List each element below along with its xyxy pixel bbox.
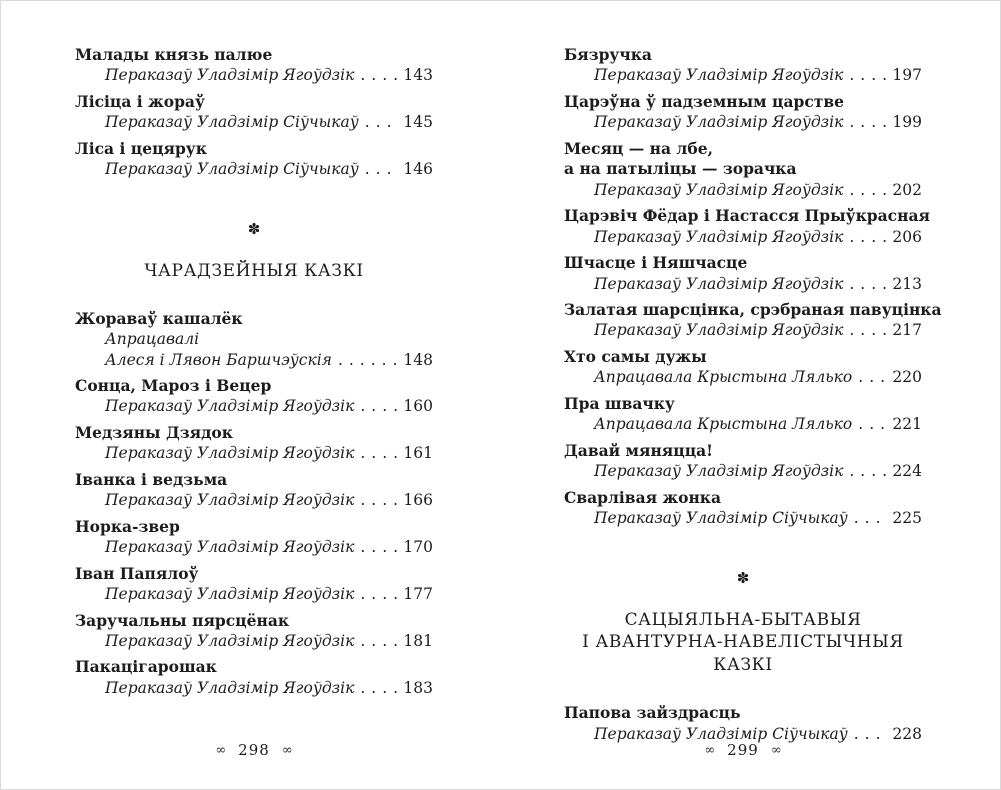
entry-page-number: 224: [892, 462, 922, 481]
page-column-left: [75, 45, 433, 750]
entry-page-number: 145: [403, 113, 433, 132]
entry-title: Шчасце і Няшчасце: [564, 253, 748, 273]
toc-entry: [564, 394, 922, 435]
entry-title: Давай мяняцца!: [564, 440, 713, 460]
dot-leader: [849, 227, 886, 247]
entry-page-number: 177: [403, 585, 433, 604]
entry-attribution-row: [564, 112, 922, 132]
floral-ornament-icon: ✽: [247, 219, 261, 238]
toc-entry: [75, 470, 433, 511]
entry-attribution: Пераказаў Уладзімір Ягоўдзік: [594, 227, 844, 246]
entry-attribution-row: [564, 414, 922, 434]
entry-page-number: 181: [403, 632, 433, 650]
dot-leader: [360, 631, 397, 651]
entry-page-number: 166: [403, 491, 433, 510]
entry-attribution: Пераказаў Уладзімір Ягоўдзік: [105, 585, 355, 604]
dot-leader: [338, 350, 397, 370]
entry-title: Хто самы дужы: [564, 346, 707, 366]
toc-entry: [564, 703, 922, 744]
dot-leader: [360, 396, 397, 416]
toc-entry: [564, 139, 922, 200]
toc-entry: [564, 299, 942, 341]
toc-entry: [564, 206, 930, 247]
left-page-footer: [75, 741, 433, 759]
entry-title: Норка-звер: [75, 516, 180, 536]
dot-leader: [360, 490, 397, 510]
entry-attribution: Пераказаў Уладзімір Ягоўдзік: [105, 491, 355, 510]
toc-entry: [75, 139, 433, 180]
entry-page-number: 183: [403, 678, 433, 697]
entry-page-number: 213: [892, 274, 922, 293]
entry-page-number: 160: [403, 397, 433, 416]
entry-attribution-row: [564, 180, 922, 200]
dot-leader: [360, 537, 397, 557]
entry-attribution-row: [75, 112, 433, 132]
entry-title: Месяц — на лбе,: [564, 138, 713, 158]
toc-entry: [75, 423, 433, 464]
toc-entry: [75, 309, 433, 370]
entry-attribution-row: [75, 537, 433, 557]
entry-attribution-row: [75, 584, 433, 604]
page-number: 298: [238, 741, 270, 759]
section-heading: [564, 609, 922, 678]
entry-page-number: 148: [403, 350, 433, 369]
flourish-icon: ∞: [770, 742, 782, 758]
entry-title: Ліса і цецярук: [75, 138, 207, 158]
entry-attribution: Пераказаў Уладзімір Ягоўдзік: [105, 66, 355, 85]
entry-title: Бязручка: [564, 45, 652, 64]
entry-attribution: Пераказаў Уладзімір Ягоўдзік: [105, 397, 355, 416]
entry-attribution-row: [75, 678, 433, 698]
toc-entry: [75, 376, 433, 417]
dot-leader: [849, 65, 886, 85]
entry-attribution: Пераказаў Уладзімір Ягоўдзік: [594, 462, 844, 481]
entry-page-number: 161: [403, 444, 433, 463]
toc-entry: [564, 253, 922, 294]
entry-attribution-row: [75, 443, 433, 463]
entry-attribution: Пераказаў Уладзімір Сіўчыкаў: [105, 160, 359, 179]
entry-title: Пакацігарошак: [75, 657, 217, 677]
entry-title: Пра швачку: [564, 393, 675, 413]
entry-attribution-row: [564, 274, 922, 294]
dot-leader: [849, 180, 886, 200]
dot-leader: [360, 443, 397, 463]
dot-leader: [849, 461, 886, 481]
entry-attribution: Апрацавала Крыстына Лялько: [594, 368, 853, 387]
entry-page-number: 170: [403, 538, 433, 557]
entry-title: Іван Папялоў: [75, 563, 199, 583]
flourish-icon: ∞: [215, 742, 227, 758]
entry-attribution-row: [564, 227, 922, 247]
entry-attribution: Пераказаў Уладзімір Сіўчыкаў: [594, 724, 848, 743]
dot-leader: [849, 320, 886, 340]
entry-page-number: 206: [892, 227, 922, 246]
toc-entry: [75, 92, 433, 133]
entry-title: Сонца, Мароз і Вецер: [75, 376, 272, 396]
toc-entry: [564, 92, 922, 133]
entry-attribution: Апрацавала Крыстына Лялько: [594, 415, 853, 434]
entry-attribution: Пераказаў Уладзімір Ягоўдзік: [105, 444, 355, 463]
entry-title: Папова зайздрасць: [564, 703, 741, 723]
toc-entry: [564, 45, 922, 86]
entry-title: Жораваў кашалёк: [75, 308, 243, 328]
entry-attribution: Пераказаў Уладзімір Ягоўдзік: [594, 321, 844, 340]
entry-attribution-row: [75, 159, 433, 179]
entry-title: Іванка і ведзьма: [75, 469, 228, 489]
entry-attribution: Алеся і Лявон Баршчэўскія: [105, 350, 332, 369]
section-heading-line: І АВАНТУРНА-НАВЕЛІСТЫЧНЫЯ: [582, 632, 904, 653]
entry-page-number: 217: [892, 321, 922, 340]
section-heading-line: САЦЫЯЛЬНА-БЫТАВЫЯ: [624, 609, 862, 630]
section-heading: [75, 260, 433, 283]
entry-attribution-row: [564, 367, 922, 387]
entry-attribution: Пераказаў Уладзімір Сіўчыкаў: [594, 509, 848, 528]
entry-title: Царэўна ў падземным царстве: [564, 91, 845, 111]
entry-title: Царэвіч Фёдар і Настасся Прыўкрасная: [564, 206, 930, 226]
dot-leader: [360, 678, 397, 698]
page-column-right: [564, 45, 942, 750]
entry-page-number: 225: [892, 509, 922, 528]
section-heading-line: ЧАРАДЗЕЙНЫЯ КАЗКІ: [144, 260, 364, 281]
entry-attribution: Пераказаў Уладзімір Ягоўдзік: [594, 180, 844, 199]
entry-title: Заручальны пярсцёнак: [75, 610, 290, 630]
dot-leader: [849, 112, 886, 132]
entry-page-number: 220: [892, 368, 922, 387]
entry-title: Малады князь палюе: [75, 45, 273, 64]
entry-page-number: 228: [892, 724, 922, 743]
entry-title: Лісіца і жораў: [75, 91, 205, 111]
dot-leader: [858, 367, 886, 387]
entry-attribution: Пераказаў Уладзімір Ягоўдзік: [594, 66, 844, 85]
floral-ornament-icon: ✽: [736, 568, 750, 587]
right-page-footer: [564, 741, 922, 759]
entry-attribution-row: [564, 508, 922, 528]
flourish-icon: ∞: [281, 742, 293, 758]
entry-page-number: 202: [892, 180, 922, 199]
toc-entry: [564, 441, 922, 482]
dot-leader: [849, 274, 886, 294]
entry-attribution-row: [564, 65, 922, 85]
toc-entry: [75, 657, 433, 698]
entry-attribution-prefix: Апрацавалі: [105, 330, 200, 349]
toc-entry: [75, 517, 433, 558]
entry-page-number: 199: [892, 113, 922, 132]
entry-attribution-row: [564, 320, 922, 340]
entry-page-number: 146: [403, 160, 433, 179]
toc-entry: [75, 45, 433, 86]
entry-attribution: Пераказаў Уладзімір Ягоўдзік: [594, 274, 844, 293]
toc-entry: [564, 347, 922, 388]
section-heading-line: КАЗКІ: [713, 655, 773, 676]
entry-attribution: Пераказаў Уладзімір Ягоўдзік: [105, 538, 355, 557]
toc-entry: [75, 564, 433, 605]
entry-page-number: 197: [892, 66, 922, 85]
toc-entry: [564, 488, 922, 529]
entry-attribution: Пераказаў Уладзімір Ягоўдзік: [105, 632, 355, 650]
flourish-icon: ∞: [704, 742, 716, 758]
entry-page-number: 143: [403, 66, 433, 85]
entry-attribution-row: [75, 631, 433, 651]
entry-attribution-row: [75, 65, 433, 85]
entry-attribution-row: [564, 461, 922, 481]
entry-attribution-row: [75, 350, 433, 370]
entry-attribution-row: [75, 396, 433, 416]
entry-title: Сварлівая жонка: [564, 487, 722, 507]
dot-leader: [360, 65, 397, 85]
dot-leader: [854, 508, 887, 528]
dot-leader: [365, 112, 398, 132]
entry-attribution: Пераказаў Уладзімір Ягоўдзік: [105, 678, 355, 697]
toc-spread: [1, 1, 1000, 750]
dot-leader: [365, 159, 398, 179]
entry-title: а на патыліцы — зорачка: [564, 159, 797, 179]
entry-attribution-row: [75, 490, 433, 510]
toc-entry: [75, 611, 433, 652]
entry-title: Залатая шарсцінка, срэбраная павуцінка: [564, 299, 942, 319]
dot-leader: [360, 584, 397, 604]
page-number: 299: [727, 741, 759, 759]
entry-attribution: Пераказаў Уладзімір Ягоўдзік: [594, 113, 844, 132]
entry-page-number: 221: [892, 415, 922, 434]
entry-attribution: Пераказаў Уладзімір Сіўчыкаў: [105, 113, 359, 132]
entry-title: Медзяны Дзядок: [75, 422, 233, 442]
dot-leader: [858, 414, 886, 434]
